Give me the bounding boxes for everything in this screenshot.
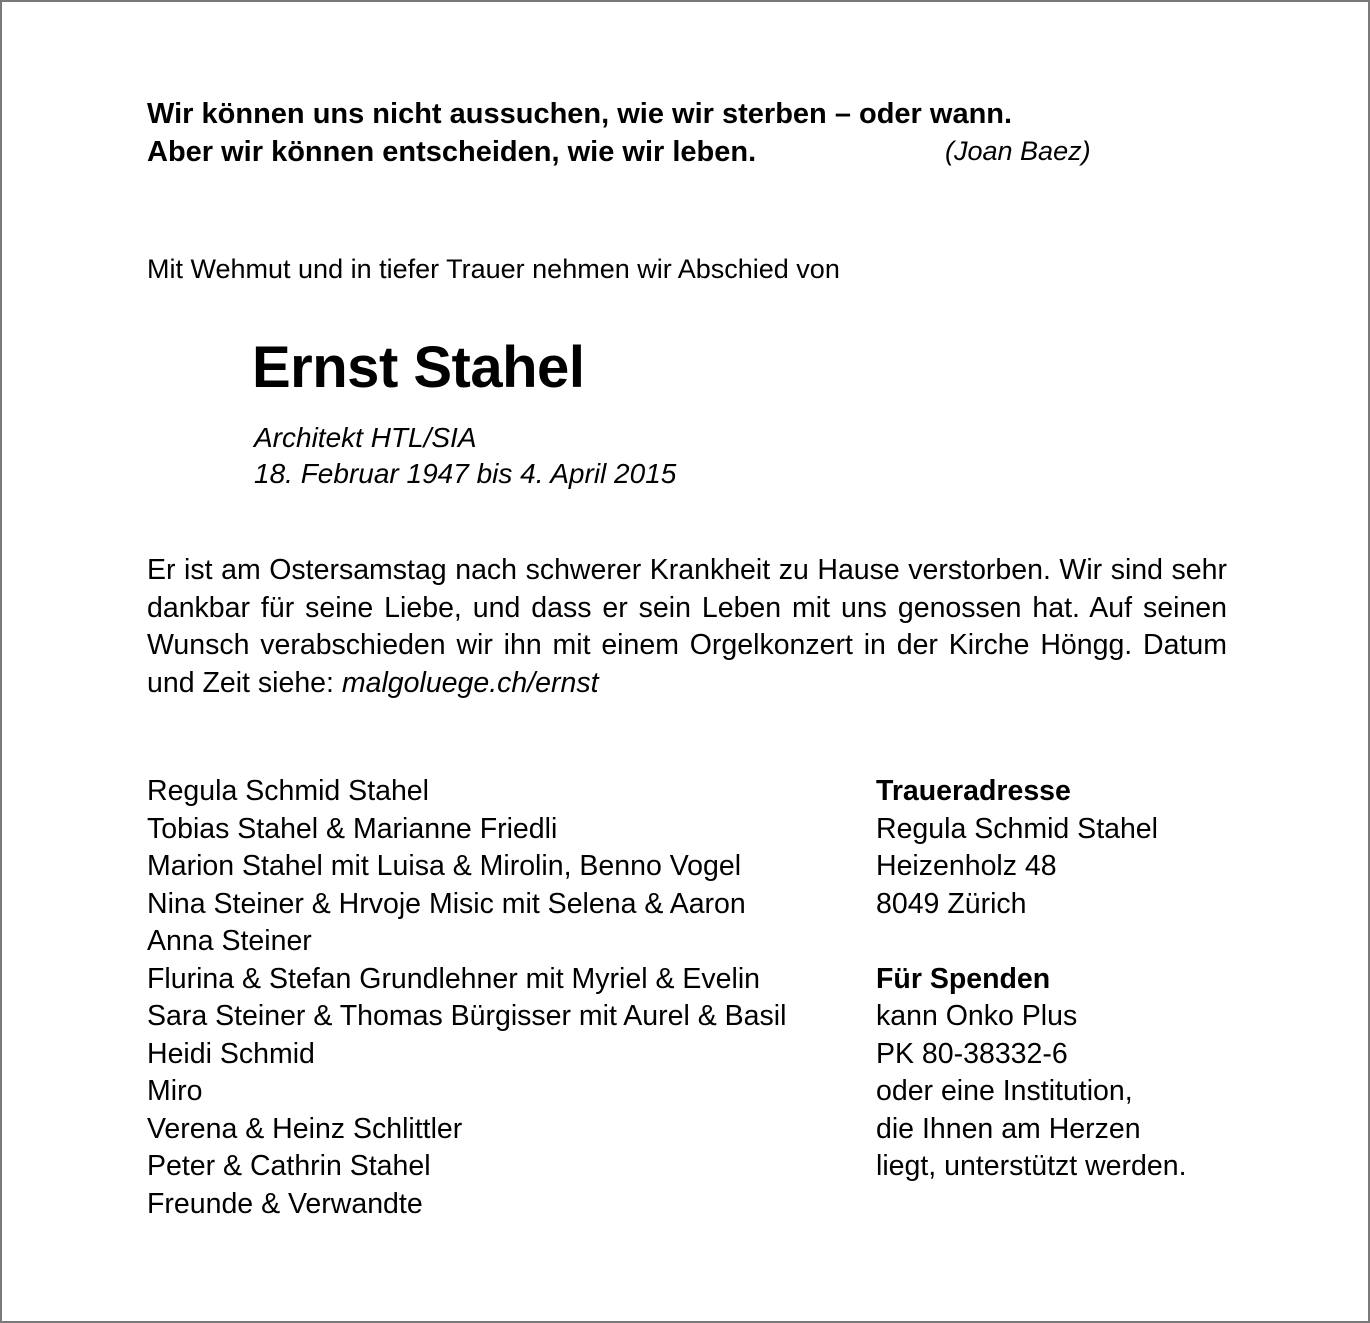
mourner-item: Verena & Heinz Schlittler xyxy=(147,1112,463,1145)
mourner-item: Flurina & Stefan Grundlehner mit Myriel & Evelin xyxy=(147,962,761,995)
spacer xyxy=(876,923,1187,961)
mourner-item: Heidi Schmid xyxy=(147,1037,315,1070)
quote-line-1: Wir können uns nicht aussuchen, wie wir sterben – oder wann. xyxy=(147,98,1013,130)
contact-column xyxy=(876,773,1187,1186)
mourner-item: Marion Stahel mit Luisa & Mirolin, Benno Vogel xyxy=(147,850,742,882)
donations-heading: Für Spenden xyxy=(876,962,1051,995)
donations-line: die Ihnen am Herzen xyxy=(876,1112,1141,1145)
mourner-item: Peter & Cathrin Stahel xyxy=(147,1150,431,1182)
address-line: 8049 Zürich xyxy=(876,887,1027,920)
deceased-profession: Architekt HTL/SIA xyxy=(254,422,477,453)
donations-line: liegt, unterstützt werden. xyxy=(876,1150,1187,1182)
mourner-item: Nina Steiner & Hrvoje Misic mit Selena & Aaron xyxy=(147,887,746,920)
address-heading: Traueradresse xyxy=(876,775,1071,807)
quote-line-2: Aber wir können entscheiden, wie wir leben. xyxy=(147,136,757,168)
donations-line: oder eine Institution, xyxy=(876,1075,1133,1107)
mourner-item: Miro xyxy=(147,1075,203,1107)
mourner-item: Anna Steiner xyxy=(147,925,312,957)
quote-author: (Joan Baez) xyxy=(945,136,1091,166)
mourner-item: Freunde & Verwandte xyxy=(147,1187,423,1220)
donations-line: PK 80-38332-6 xyxy=(876,1037,1068,1070)
intro-text: Mit Wehmut und in tiefer Trauer nehmen wir Abschied von xyxy=(147,254,840,284)
address-line: Heizenholz 48 xyxy=(876,850,1057,882)
mourner-item: Sara Steiner & Thomas Bürgisser mit Aurel & Basil xyxy=(147,1000,787,1032)
donations-line: kann Onko Plus xyxy=(876,1000,1078,1032)
address-line: Regula Schmid Stahel xyxy=(876,812,1158,845)
website-link[interactable]: malgoluege.ch/ernst xyxy=(341,666,599,699)
message-paragraph xyxy=(147,552,1227,702)
mourners-list xyxy=(147,773,786,1223)
message-text: Er ist am Ostersamstag nach schwerer Krankheit zu Hause verstorben. Wir sind sehr dankbar für seine Liebe, und dass er sein Leben mit uns genossen hat. Auf seinen Wunsch verabschieden wir ihn mit einem Orgelkonzert in der Kirche Höngg. Datum und Zeit siehe: xyxy=(147,554,1227,699)
mourner-item: Tobias Stahel & Marianne Friedli xyxy=(147,812,558,845)
deceased-name: Ernst Stahel xyxy=(252,335,585,400)
mourner-item: Regula Schmid Stahel xyxy=(147,775,429,807)
deceased-dates: 18. Februar 1947 bis 4. April 2015 xyxy=(254,458,677,489)
